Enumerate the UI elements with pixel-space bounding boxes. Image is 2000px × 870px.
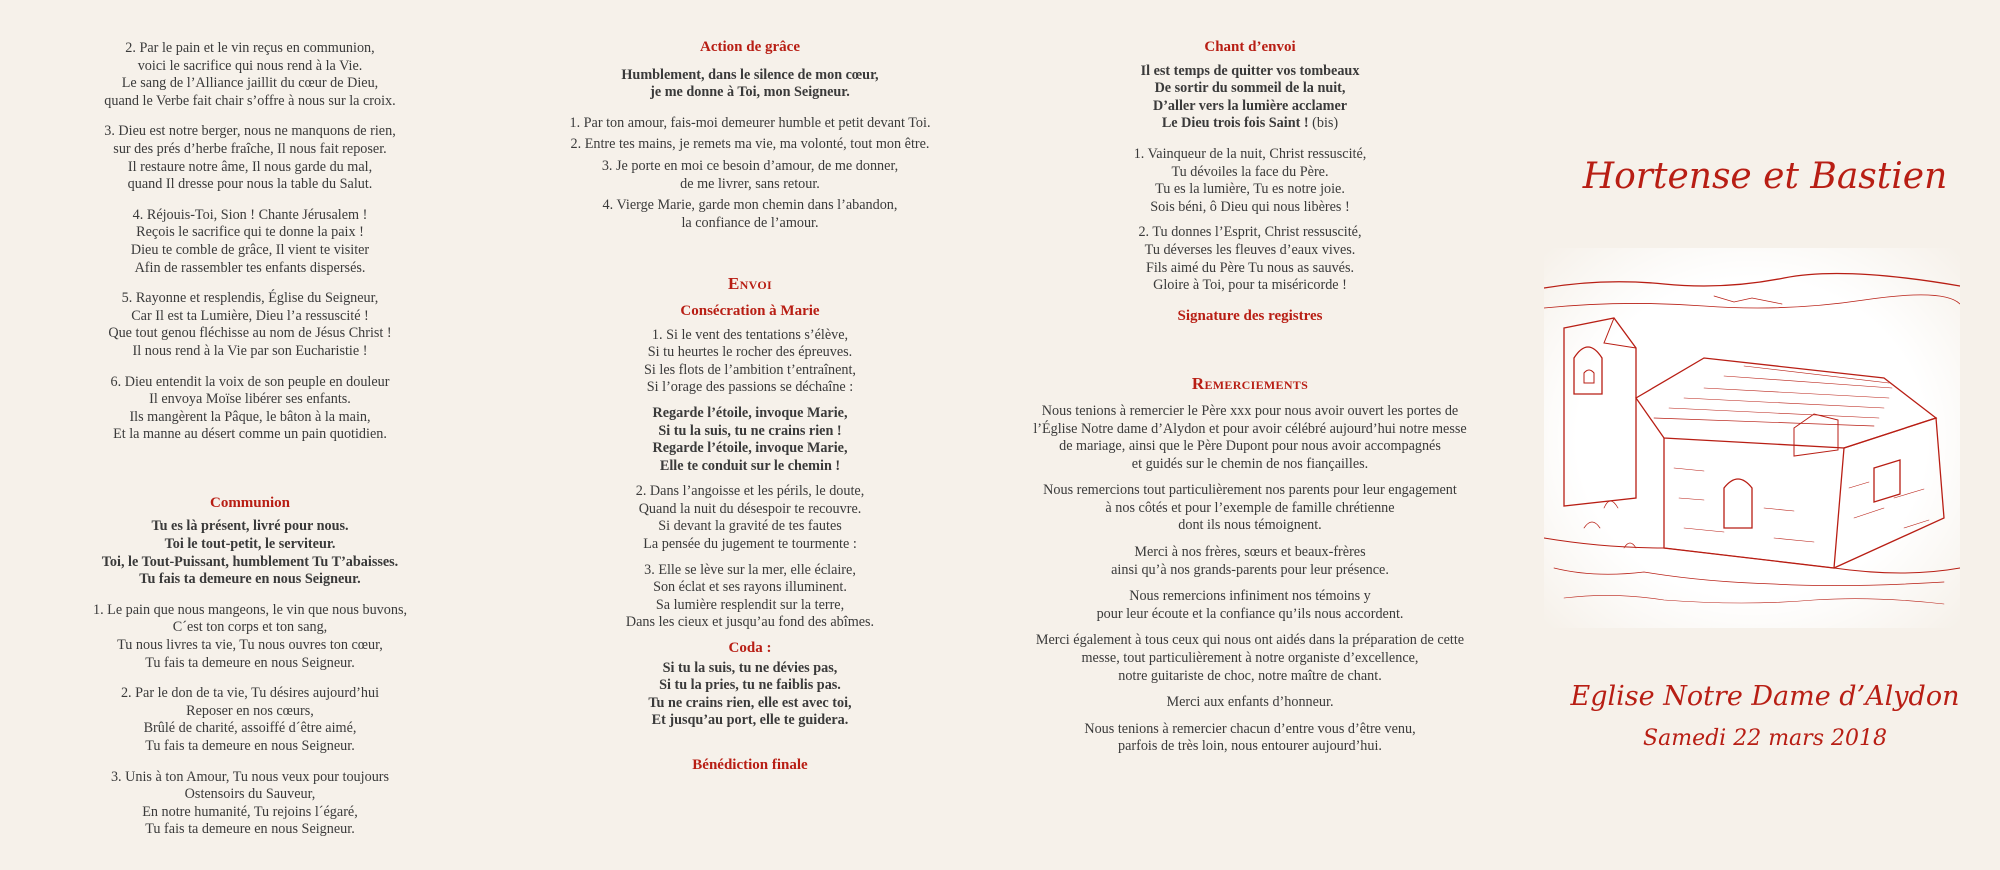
verse: 2. Entre tes mains, je remets ma vie, ma volonté, tout mon être. [570,136,930,153]
verse: 2. Par le pain et le vin reçus en communion, voici le sacrifice qui nous rend à la Vie. Le sang de l’Alliance jaillit du cœur de Dieu, quand le Verbe fait chair s’offre à nous sur la croix. [104,40,396,109]
chant-refrain [1020,63,1480,133]
chant-refrain-text: Il est temps de quitter vos tombeaux De sortir du sommeil de la nuit, D’aller vers la lumière acclamer Le Dieu trois fois Saint ! [1140,62,1360,132]
consecration-title: Consécration à Marie [680,302,820,319]
communion-title: Communion [209,494,291,511]
signature-title: Signature des registres [1177,307,1323,324]
action-refrain: Humblement, dans le silence de mon cœur, je me donne à Toi, mon Seigneur. [621,66,879,101]
column-2 [540,0,960,781]
verse: 3. Elle se lève sur la mer, elle éclaire, Son éclat et ses rayons illuminent. Sa lumière resplendit sur la terre, Dans les cieux et jusqu’au fond des abîmes. [625,561,875,631]
verse: 3. Je porte en moi ce besoin d’amour, de me donner, de me livrer, sans retour. [601,157,899,192]
verse: 4. Réjouis-Toi, Sion ! Chante Jérusalem ! Reçois le sacrifice qui te donne la paix ! Dieu te comble de grâce, Il vient te visiter Afin de rassembler tes enfants dispersés. [130,206,370,276]
verse: 3. Unis à ton Amour, Tu nous veux pour toujours Ostensoirs du Sauveur, En notre humanité, Tu rejoins l´égaré, Tu fais ta demeure en nous Seigneur. [110,768,390,838]
chant-envoi-title: Chant d’envoi [1204,39,1296,55]
benediction-title: Bénédiction finale [692,757,808,773]
thanks-paragraph: Nous remercions infiniment nos témoins y pour leur écoute et la confiance qu’ils nous accordent. [1096,588,1404,622]
couple-names: Hortense et Bastien [1582,156,1948,197]
verse: 6. Dieu entendit la voix de son peuple en douleur Il envoya Moïse libérer ses enfants. Ils mangèrent la Pâque, le bâton à la main, Et la manne au désert comme un pain quotidien. [110,373,390,443]
verse: 2. Tu donnes l’Esprit, Christ ressuscité, Tu déverses les fleuves d’eaux vives. Fils aimé du Père Tu nous as sauvés. Gloire à Toi, pour ta miséricorde ! [1138,224,1362,294]
verse: 3. Dieu est notre berger, nous ne manquons de rien, sur des prés d’herbe fraîche, Il nous fait reposer. Il restaure notre âme, Il nous garde du mal, quand Il dresse pour nous la table du Salut. [104,123,396,193]
verse: 2. Dans l’angoisse et les périls, le doute, Quand la nuit du désespoir te recouvre. Si devant la gravité de tes fautes La pensée du jugement te tourmente : [635,483,865,553]
verse: 2. Par le don de ta vie, Tu désires aujourd’hui Reposer en nos cœurs, Brûlé de charité, assoiffé d´être aimé, Tu fais ta demeure en nous Seigneur. [120,685,380,754]
coda-text: Si tu la suis, tu ne dévies pas, Si tu la pries, tu ne faiblis pas. Tu ne crains rien, elle est avec toi, Et jusqu’au port, elle te guidera. [648,659,852,729]
remerciements-title: Remerciements [1191,374,1309,394]
coda-title: Coda : [728,640,772,657]
verse: 5. Rayonne et resplendis, Église du Seigneur, Car Il est ta Lumière, Dieu l’a ressuscité ! Que tout genou fléchisse au nom de Jésus Christ ! Il nous rend à la Vie par son Eucharistie ! [108,290,392,359]
verse: 4. Vierge Marie, garde mon chemin dans l’abandon, la confiance de l’amour. [602,197,898,231]
thanks-paragraph: Merci à nos frères, sœurs et beaux-frères ainsi qu’à nos grands-parents pour leur présence. [1111,544,1389,578]
thanks-paragraph: Merci aux enfants d’honneur. [1166,694,1334,711]
thanks-paragraph: Nous tenions à remercier chacun d’entre vous d’être venu, parfois de très loin, nous entourer aujourd’hui. [1084,720,1416,755]
cover [1530,0,2000,870]
church-sketch-icon [1544,248,1960,628]
thanks-paragraph: Nous remercions tout particulièrement nos parents pour leur engagement à nos côtés et pour l’exemple de famille chrétienne dont ils nous témoignent. [1043,482,1457,534]
church-name: Eglise Notre Dame d’Alydon [1570,681,1960,712]
verse: 1. Par ton amour, fais-moi demeurer humble et petit devant Toi. [569,114,931,131]
column-1 [60,0,440,852]
thanks-paragraph: Merci également à tous ceux qui nous ont aidés dans la préparation de cette messe, tout particulièrement à notre organiste d’excellence, notre guitariste de choc, notre maître de chant. [1035,632,1465,684]
verse: 1. Si le vent des tentations s’élève, Si tu heurtes le rocher des épreuves. Si les flots de l’ambition t’entraînent, Si l’orage des passions se déchaîne : [644,326,856,396]
communion-refrain: Tu es là présent, livré pour nous. Toi le tout-petit, le serviteur. Toi, le Tout-Puissant, humblement Tu T’abaisses. Tu fais ta demeure en nous Seigneur. [101,518,399,588]
action-de-grace-title: Action de grâce [700,39,800,55]
thanks-paragraph: Nous tenions à remercier le Père xxx pour nous avoir ouvert les portes de l’Église Notre dame d’Alydon et pour avoir célébré aujourd’hui notre messe de mariage, ainsi que le Père Dupont pour nous avoir accompagnés et guidés sur le chemin de nos fiançailles. [1033,402,1467,472]
wedding-date: Samedi 22 mars 2018 [1643,726,1887,751]
column-3 [1020,0,1480,769]
consecration-refrain: Regarde l’étoile, invoque Marie, Si tu la suis, tu ne crains rien ! Regarde l’étoile, invoque Marie, Elle te conduit sur le chemin ! [652,404,848,474]
verse: 1. Le pain que nous mangeons, le vin que nous buvons, C´est ton corps et ton sang, Tu nous livres ta vie, Tu nous ouvres ton cœur, Tu fais ta demeure en nous Seigneur. [92,601,408,671]
chant-refrain-bis: (bis) [1308,115,1339,132]
envoi-title: Envoi [728,274,772,294]
verse: 1. Vainqueur de la nuit, Christ ressuscité, Tu dévoiles la face du Père. Tu es la lumière, Tu es notre joie. Sois béni, ô Dieu qui nous libères ! [1133,145,1367,215]
